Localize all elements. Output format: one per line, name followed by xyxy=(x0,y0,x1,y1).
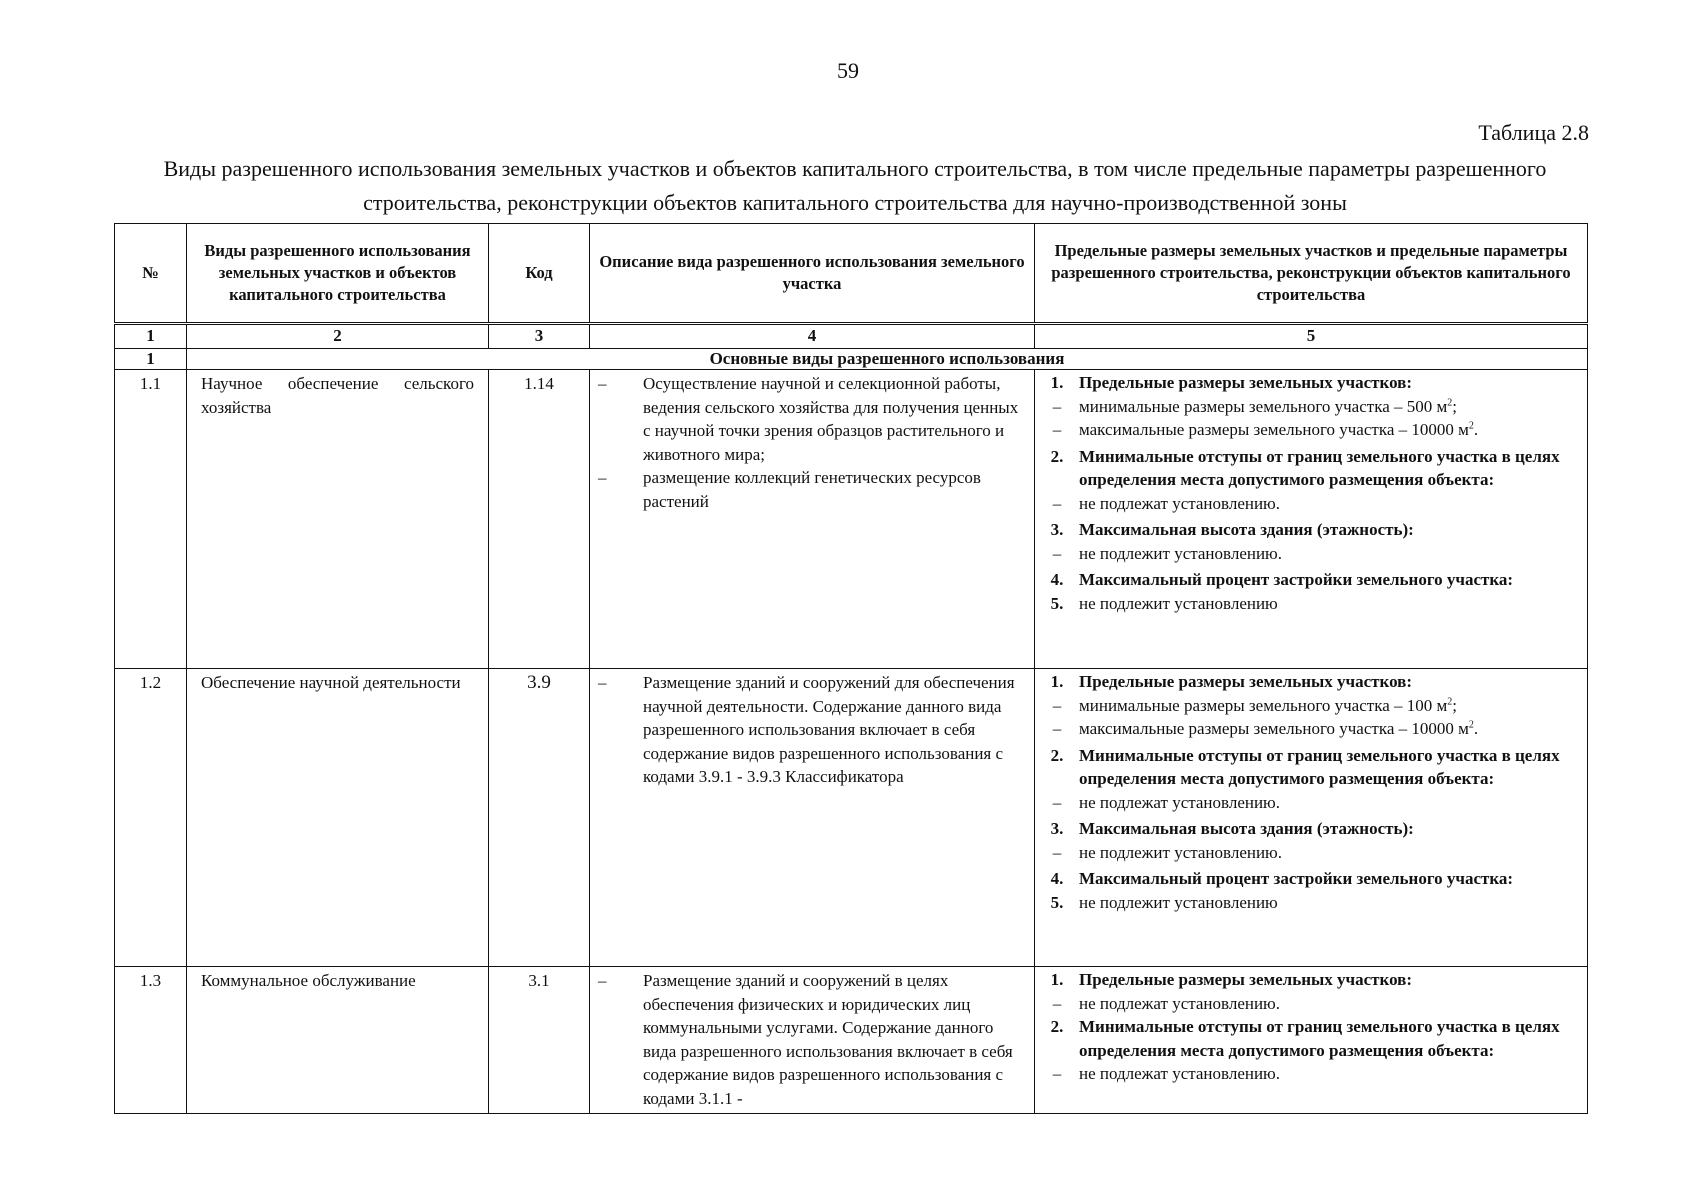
param-value: – не подлежит установлению. xyxy=(1052,842,1283,862)
column-number-row xyxy=(115,324,1588,349)
description-item xyxy=(590,969,1026,1110)
param-marker: 1. xyxy=(1050,373,1064,392)
column-number: 5 xyxy=(1035,324,1588,349)
param-value: 5. не подлежит установлению xyxy=(1050,892,1278,912)
dash-marker: – xyxy=(598,468,607,487)
description-text: Размещение зданий и сооружений в целях обеспечения физических и юридических лиц коммунальными услугами. Содержание данного вида разрешенного использования включает в себя содержание видов разрешенного использования с кодами 3.1.1 - xyxy=(643,971,1013,1108)
param-value: – не подлежат установлению. xyxy=(1052,792,1281,812)
use-parameters xyxy=(1035,669,1588,967)
param-value: 5. не подлежит установлению xyxy=(1050,593,1278,613)
header-number: № xyxy=(115,224,187,324)
description-text: Размещение зданий и сооружений для обеспечения научной деятельности. Содержание данного вида разрешенного использования включает в себя содержание видов разрешенного использования с кодами 3.9.1 - 3.9.3 Классификатора xyxy=(643,673,1015,786)
param-value: – не подлежат установлению. xyxy=(1052,493,1281,513)
param-value: – минимальные размеры земельного участка – 500 $м^2$; xyxy=(1052,396,1457,416)
section-number: 1 xyxy=(115,349,187,370)
description-item xyxy=(590,671,1026,789)
use-description xyxy=(590,967,1035,1114)
use-code: 3.1 xyxy=(489,967,590,1114)
header-parameters: Предельные размеры земельных участков и предельные параметры разрешенного строительства, реконструкции объектов капитального строительства xyxy=(1035,224,1588,324)
param-heading: 4. Максимальный процент застройки земельного участка: xyxy=(1050,869,1514,888)
row-number: 1.1 xyxy=(115,370,187,669)
description-text: размещение коллекций генетических ресурсов растений xyxy=(643,468,981,511)
use-type-name: Научное обеспечение сельского хозяйства xyxy=(187,370,489,669)
param-value: – не подлежат установлению. xyxy=(1052,993,1281,1013)
table-label: Таблица 2.8 xyxy=(1478,120,1589,145)
param-heading: 2. Минимальные отступы от границ земельного участка в целях определения места допустимого размещения объекта: xyxy=(1050,745,1560,788)
header-use-type: Виды разрешенного использования земельных участков и объектов капитального строительства xyxy=(187,224,489,324)
param-heading: 1. Предельные размеры земельных участков: xyxy=(1050,970,1413,989)
header-description: Описание вида разрешенного использования земельного участка xyxy=(590,224,1035,324)
row-number: 1.3 xyxy=(115,967,187,1114)
use-code: 1.14 xyxy=(489,370,590,669)
use-parameters xyxy=(1035,967,1588,1114)
page-number: 59 xyxy=(837,58,859,83)
table-row xyxy=(115,370,1588,669)
param-value: – минимальные размеры земельного участка – 100 $м^2$; xyxy=(1052,695,1457,715)
use-parameters xyxy=(1035,370,1588,669)
section-row xyxy=(115,349,1588,370)
column-number: 2 xyxy=(187,324,489,349)
description-item xyxy=(590,372,1026,466)
dash-marker: – xyxy=(598,673,607,692)
use-description xyxy=(590,370,1035,669)
param-value: – не подлежат установлению. xyxy=(1052,1064,1281,1083)
permitted-use-table xyxy=(114,223,1588,1114)
use-type-name: Обеспечение научной деятельности xyxy=(187,669,489,967)
row-number: 1.2 xyxy=(115,669,187,967)
param-heading: 2. Минимальные отступы от границ земельного участка в целях определения места допустимого размещения объекта: xyxy=(1050,1017,1560,1060)
document-title: Виды разрешенного использования земельных участков и объектов капитального строительства, в том числе предельные параметры разрешенного строительства, реконструкции объектов капитального строительства для научно-производственной зоны xyxy=(163,156,1547,215)
header-code: Код xyxy=(489,224,590,324)
param-heading: 4. Максимальный процент застройки земельного участка: xyxy=(1050,570,1514,589)
table-row xyxy=(115,669,1588,967)
column-number: 1 xyxy=(115,324,187,349)
dash-marker: – xyxy=(598,971,607,990)
use-type-name: Коммунальное обслуживание xyxy=(187,967,489,1114)
param-heading: 3. Максимальная высота здания (этажность): xyxy=(1050,520,1414,539)
param-heading: 1. Предельные размеры земельных участков: xyxy=(1050,672,1413,691)
use-code: 3.9 xyxy=(489,669,590,967)
column-number: 3 xyxy=(489,324,590,349)
description-item xyxy=(590,466,1026,513)
description-text: Осуществление научной и селекционной работы, ведения сельского хозяйства для получения ценных с научной точки зрения образцов растительного и животного мира; xyxy=(643,374,1019,464)
param-value: – максимальные размеры земельного участка – 10000 $м^2$. xyxy=(1052,719,1479,738)
table-row xyxy=(115,967,1588,1114)
table-header-row xyxy=(115,224,1588,324)
section-title: Основные виды разрешенного использования xyxy=(187,349,1588,370)
param-heading: 3. Максимальная высота здания (этажность): xyxy=(1050,819,1414,838)
param-heading: 2. Минимальные отступы от границ земельного участка в целях определения места допустимого размещения объекта: xyxy=(1050,446,1560,489)
param-value: – не подлежит установлению. xyxy=(1052,543,1283,563)
column-number: 4 xyxy=(590,324,1035,349)
param-value: – максимальные размеры земельного участка – 10000 $м^2$. xyxy=(1052,420,1479,439)
use-description xyxy=(590,669,1035,967)
param-heading: 1. Предельные размеры земельных участков: xyxy=(1035,371,1581,395)
dash-marker: – xyxy=(598,374,607,393)
